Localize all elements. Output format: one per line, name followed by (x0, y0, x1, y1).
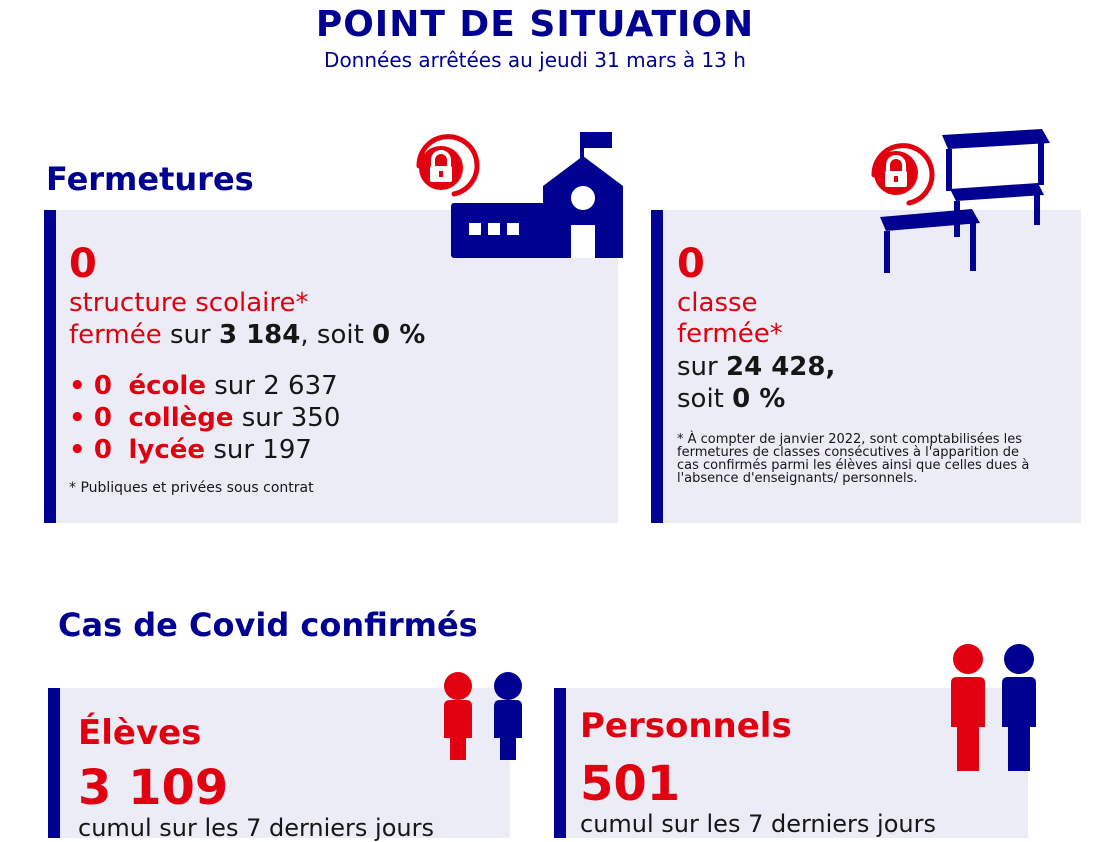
personnels-label: Personnels (580, 706, 792, 746)
classroom-desks-icon (862, 125, 1062, 285)
structures-breakdown (69, 370, 340, 466)
school-building-icon (405, 128, 625, 263)
list-item: • 0 collège sur 350 (69, 403, 341, 433)
personnels-value: 501 (580, 756, 681, 812)
students-people-icon (436, 670, 536, 765)
structures-fermee: fermée (69, 320, 162, 350)
eleves-value: 3 109 (78, 760, 229, 816)
structures-total: 3 184 (218, 320, 301, 350)
structures-soit: , soit (300, 320, 373, 350)
structures-sur: sur (161, 320, 219, 350)
eleves-label: Élèves (78, 713, 202, 753)
classes-total-line: sur 24 428, (677, 352, 836, 382)
fermetures-heading: Fermetures (46, 160, 254, 198)
eleves-caption: cumul sur les 7 derniers jours (78, 814, 434, 842)
classes-label-1: classe (677, 288, 758, 318)
structures-footnote: * Publiques et privées sous contrat (69, 480, 314, 496)
classes-percent: 0 % (732, 384, 786, 414)
page-title: POINT DE SITUATION (315, 4, 755, 45)
classes-footnote: * À compter de janvier 2022, sont comptabilisées les fermetures de classes consécutives à l'apparition de cas confirmés parmi les élèves ainsi que celles dues à l'absence d'enseignants/ personnels. (677, 432, 1030, 486)
classes-value: 0 (677, 241, 705, 287)
page-subtitle: Données arrêtées au jeudi 31 mars à 13 h (324, 48, 746, 72)
classes-label-2: fermée* (677, 319, 783, 349)
classes-percent-line: soit 0 % (677, 384, 786, 414)
list-item: • 0 école sur 2 637 (69, 371, 338, 401)
structures-total-line (69, 320, 425, 351)
structures-percent: 0 % (372, 320, 426, 350)
structures-label: structure scolaire* (69, 288, 309, 318)
personnels-caption: cumul sur les 7 derniers jours (580, 810, 936, 838)
staff-people-icon (945, 643, 1045, 778)
classes-total: 24 428 (725, 352, 826, 382)
structures-value: 0 (69, 241, 97, 287)
list-item: • 0 lycée sur 197 (69, 435, 312, 465)
covid-heading: Cas de Covid confirmés (58, 606, 478, 644)
